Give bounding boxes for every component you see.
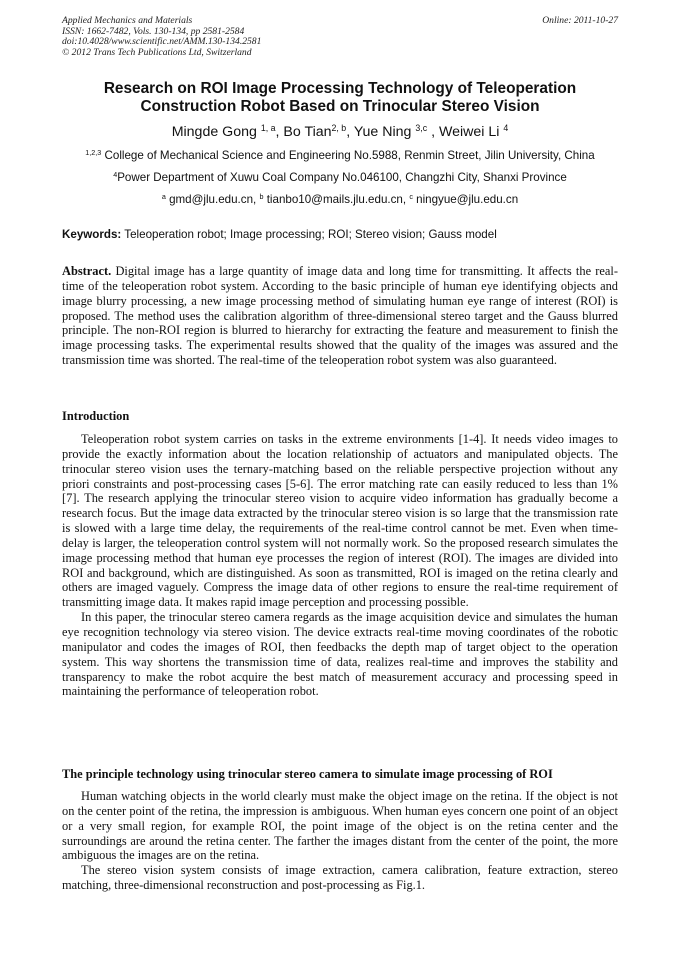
author-name: Mingde Gong (171, 124, 257, 140)
email-mark: b (259, 191, 264, 201)
abstract-label: Abstract. (62, 264, 112, 278)
copyright-line: © 2012 Trans Tech Publications Ltd, Switzerland (62, 46, 252, 58)
affiliation-text: Power Department of Xuwu Coal Company No.046100, Changzhi City, Shanxi Province (117, 171, 567, 184)
author-affiliation-mark: 4 (503, 122, 509, 133)
affiliation-2 (62, 171, 618, 184)
title-line-1: Research on ROI Image Processing Technology of Teleoperation (103, 80, 577, 97)
title-line-2: Construction Robot Based on Trinocular Stereo Vision (140, 98, 540, 115)
author-list (62, 124, 618, 140)
keywords-text: Teleoperation robot; Image processing; ROI; Stereo vision; Gauss model (124, 228, 497, 241)
issn-line: ISSN: 1662-7482, Vols. 130-134, pp 2581-2584 (62, 25, 245, 37)
email-list (62, 193, 618, 206)
affiliation-text: College of Mechanical Science and Engineering No.5988, Renmin Street, Jilin University, China (104, 149, 595, 162)
section-heading-introduction: Introduction (62, 409, 130, 423)
author-affiliation-mark: 3,c (415, 122, 428, 133)
paragraph: In this paper, the trinocular stereo camera regards as the image acquisition device and simulates the human eye recognition technology via stereo vision. The device extracts real-time moving coordinates of the robotic manipulator and codes the images of ROI, then feedbacks the depth map of target object to the operation system. This way shortens the transmission time of data, realizes real-time and improves the stability and transparency to make the robot acquire the best match of measurement accuracy and processing speed in maintaining the performance of teleoperation robot. (62, 610, 618, 699)
email-mark: a (161, 191, 166, 201)
author-name: Yue Ning (353, 124, 412, 140)
email-mark: c (409, 191, 413, 201)
abstract-block (62, 264, 618, 368)
author-separator: , (346, 124, 354, 140)
affiliation-1 (62, 149, 618, 162)
author-separator: , (275, 124, 284, 140)
keywords-label: Keywords: (62, 228, 122, 241)
section-heading-principle: The principle technology using trinocular stereo camera to simulate image processing of ROI (62, 767, 553, 781)
keywords-line (62, 228, 618, 241)
paragraph: Teleoperation robot system carries on tasks in the extreme environments [1-4]. It needs video images to provide the exactly information about the location relationship of actuators and manipulated objects. The trinocular stereo vision uses the ternary-matching based on the reliable perspective projection without any priori constraints and post-processing cases [5-6]. The error matching rate can easily reduced to less than 1% [7]. The research applying the trinocular stereo vision to acquire video information has gradually become a research focus. But the image data extracted by the trinocular stereo vision is so large that the transmission rate is slowed with a large time delay, the requirements of the real-time control cannot be met. Even when time-delay is larger, the teleoperation control system will not normally work. So the proposed research simulates the image processing method that human eye processes the region of interest (ROI). The images are divided into ROI and background, which are distinguished. As soon as transmitted, ROI is imaged on the retina clearly and others are imaged vaguely. Compress the image data of other regions to ensure the real-time requirement of transmitting image data. It makes rapid image perception and processing possible. (62, 432, 618, 610)
abstract-text: Digital image has a large quantity of image data and long time for transmitting. It affects the real-time of the teleoperation robot system. According to the basic principle of human eye identifying objects and image blurry processing, a new image processing method of simulating human eye range of interest (ROI) is proposed. The method uses the calibration algorithm of three-dimensional stereo target and the Gauss blurred principle. The non-ROI region is blurred to hierarchy for extracting the feature and measurement to finish the image processing tasks. The experimental results showed that the quality of the images was assured and the transmission time was shorted. The real-time of the teleoperation robot system was also guaranteed. (62, 264, 618, 368)
paragraph: Human watching objects in the world clearly must make the object image on the retina. If the object is not on the center point of the retina, the impression is ambiguous. When human eyes concern one point of an object or a very small region, for example ROI, the point image of the object is on the retina center and the surroundings are around the retina center. The farther the images distant from the center of the point, the more ambiguous the images are on the retina. (62, 789, 618, 863)
author-affiliation-mark: 2, b (331, 122, 347, 133)
author-separator: , (427, 124, 439, 140)
author-name: Weiwei Li (438, 124, 500, 140)
paragraph: The stereo vision system consists of image extraction, camera calibration, feature extraction, stereo matching, three-dimensional reconstruction and post-processing as Fig.1. (62, 863, 618, 893)
email-address: gmd@jlu.edu.cn, (169, 193, 260, 206)
principle-body (62, 789, 618, 893)
affiliation-mark: 1,2,3 (85, 147, 102, 157)
doi-line: doi:10.4028/www.scientific.net/AMM.130-134.2581 (62, 36, 262, 48)
email-address: tianbo10@mails.jlu.edu.cn, (266, 193, 410, 206)
journal-name: Applied Mechanics and Materials (62, 15, 193, 26)
online-date: Online: 2011-10-27 (542, 15, 618, 26)
paper-title (62, 80, 618, 116)
author-name: Bo Tian (283, 124, 332, 140)
journal-header (62, 16, 618, 58)
author-affiliation-mark: 1, a (260, 122, 276, 133)
email-address: ningyue@jlu.edu.cn (416, 193, 519, 206)
introduction-body (62, 432, 618, 699)
affiliation-mark: 4 (113, 169, 118, 179)
